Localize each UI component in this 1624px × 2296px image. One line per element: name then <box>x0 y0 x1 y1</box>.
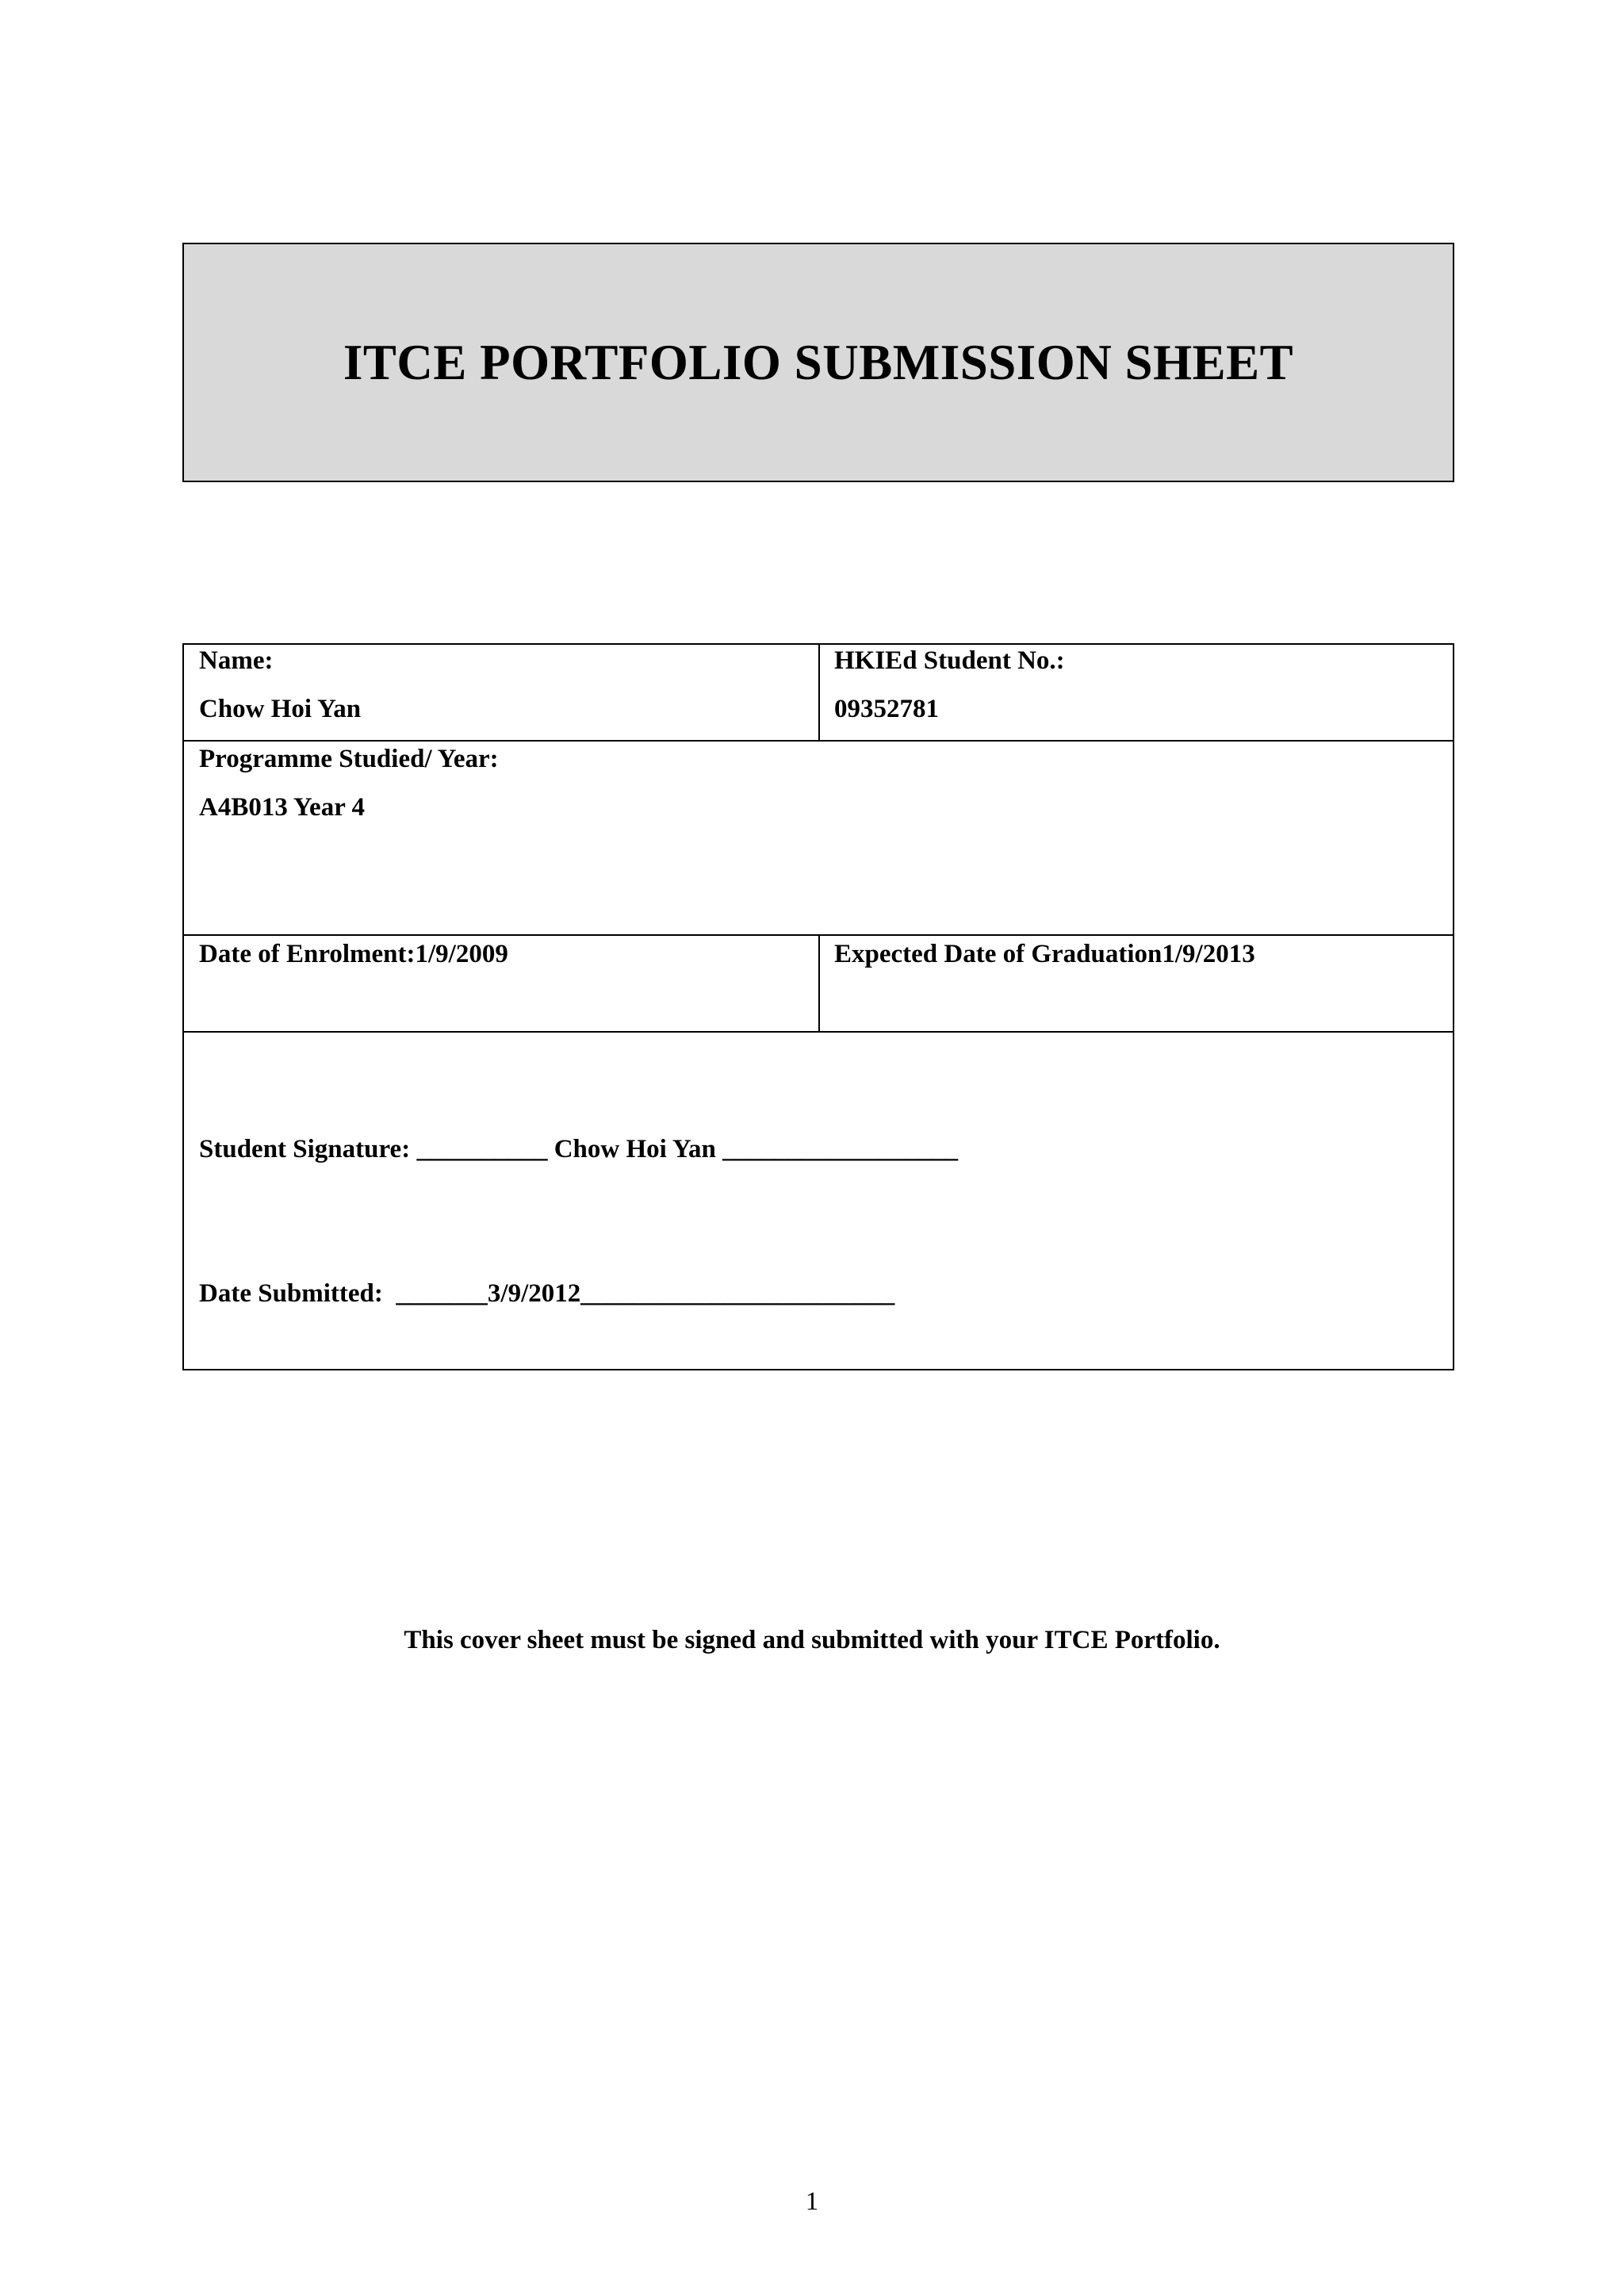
cover-sheet-notice: This cover sheet must be signed and submitted with your ITCE Portfolio. <box>404 1626 1220 1654</box>
student-signature: Student Signature: __________ Chow Hoi Yan __________________ <box>199 1135 959 1163</box>
submission-form-table <box>182 643 1454 1370</box>
date-submitted: Date Submitted: _______3/9/2012________________________ <box>199 1279 895 1308</box>
graduation-cell <box>834 941 1437 1021</box>
student-number-value: 09352781 <box>834 695 939 723</box>
programme-label: Programme Studied/ Year: <box>199 745 499 773</box>
column-divider <box>818 934 820 1031</box>
row-divider <box>184 1031 1453 1033</box>
row-divider <box>184 740 1453 742</box>
expected-graduation-date: Expected Date of Graduation1/9/2013 <box>834 940 1255 968</box>
page-title: ITCE PORTFOLIO SUBMISSION SHEET <box>343 334 1294 390</box>
page-number: 1 <box>805 2187 819 2216</box>
column-divider <box>818 645 820 740</box>
student-number-cell <box>834 648 1437 735</box>
title-box <box>182 243 1454 482</box>
name-label: Name: <box>199 646 274 675</box>
enrolment-cell <box>199 941 802 1021</box>
student-number-label: HKIEd Student No.: <box>834 646 1065 675</box>
programme-value: A4B013 Year 4 <box>199 793 365 822</box>
programme-cell <box>199 746 1436 929</box>
name-value: Chow Hoi Yan <box>199 695 362 723</box>
name-cell <box>199 648 802 735</box>
enrolment-date: Date of Enrolment:1/9/2009 <box>199 940 508 968</box>
